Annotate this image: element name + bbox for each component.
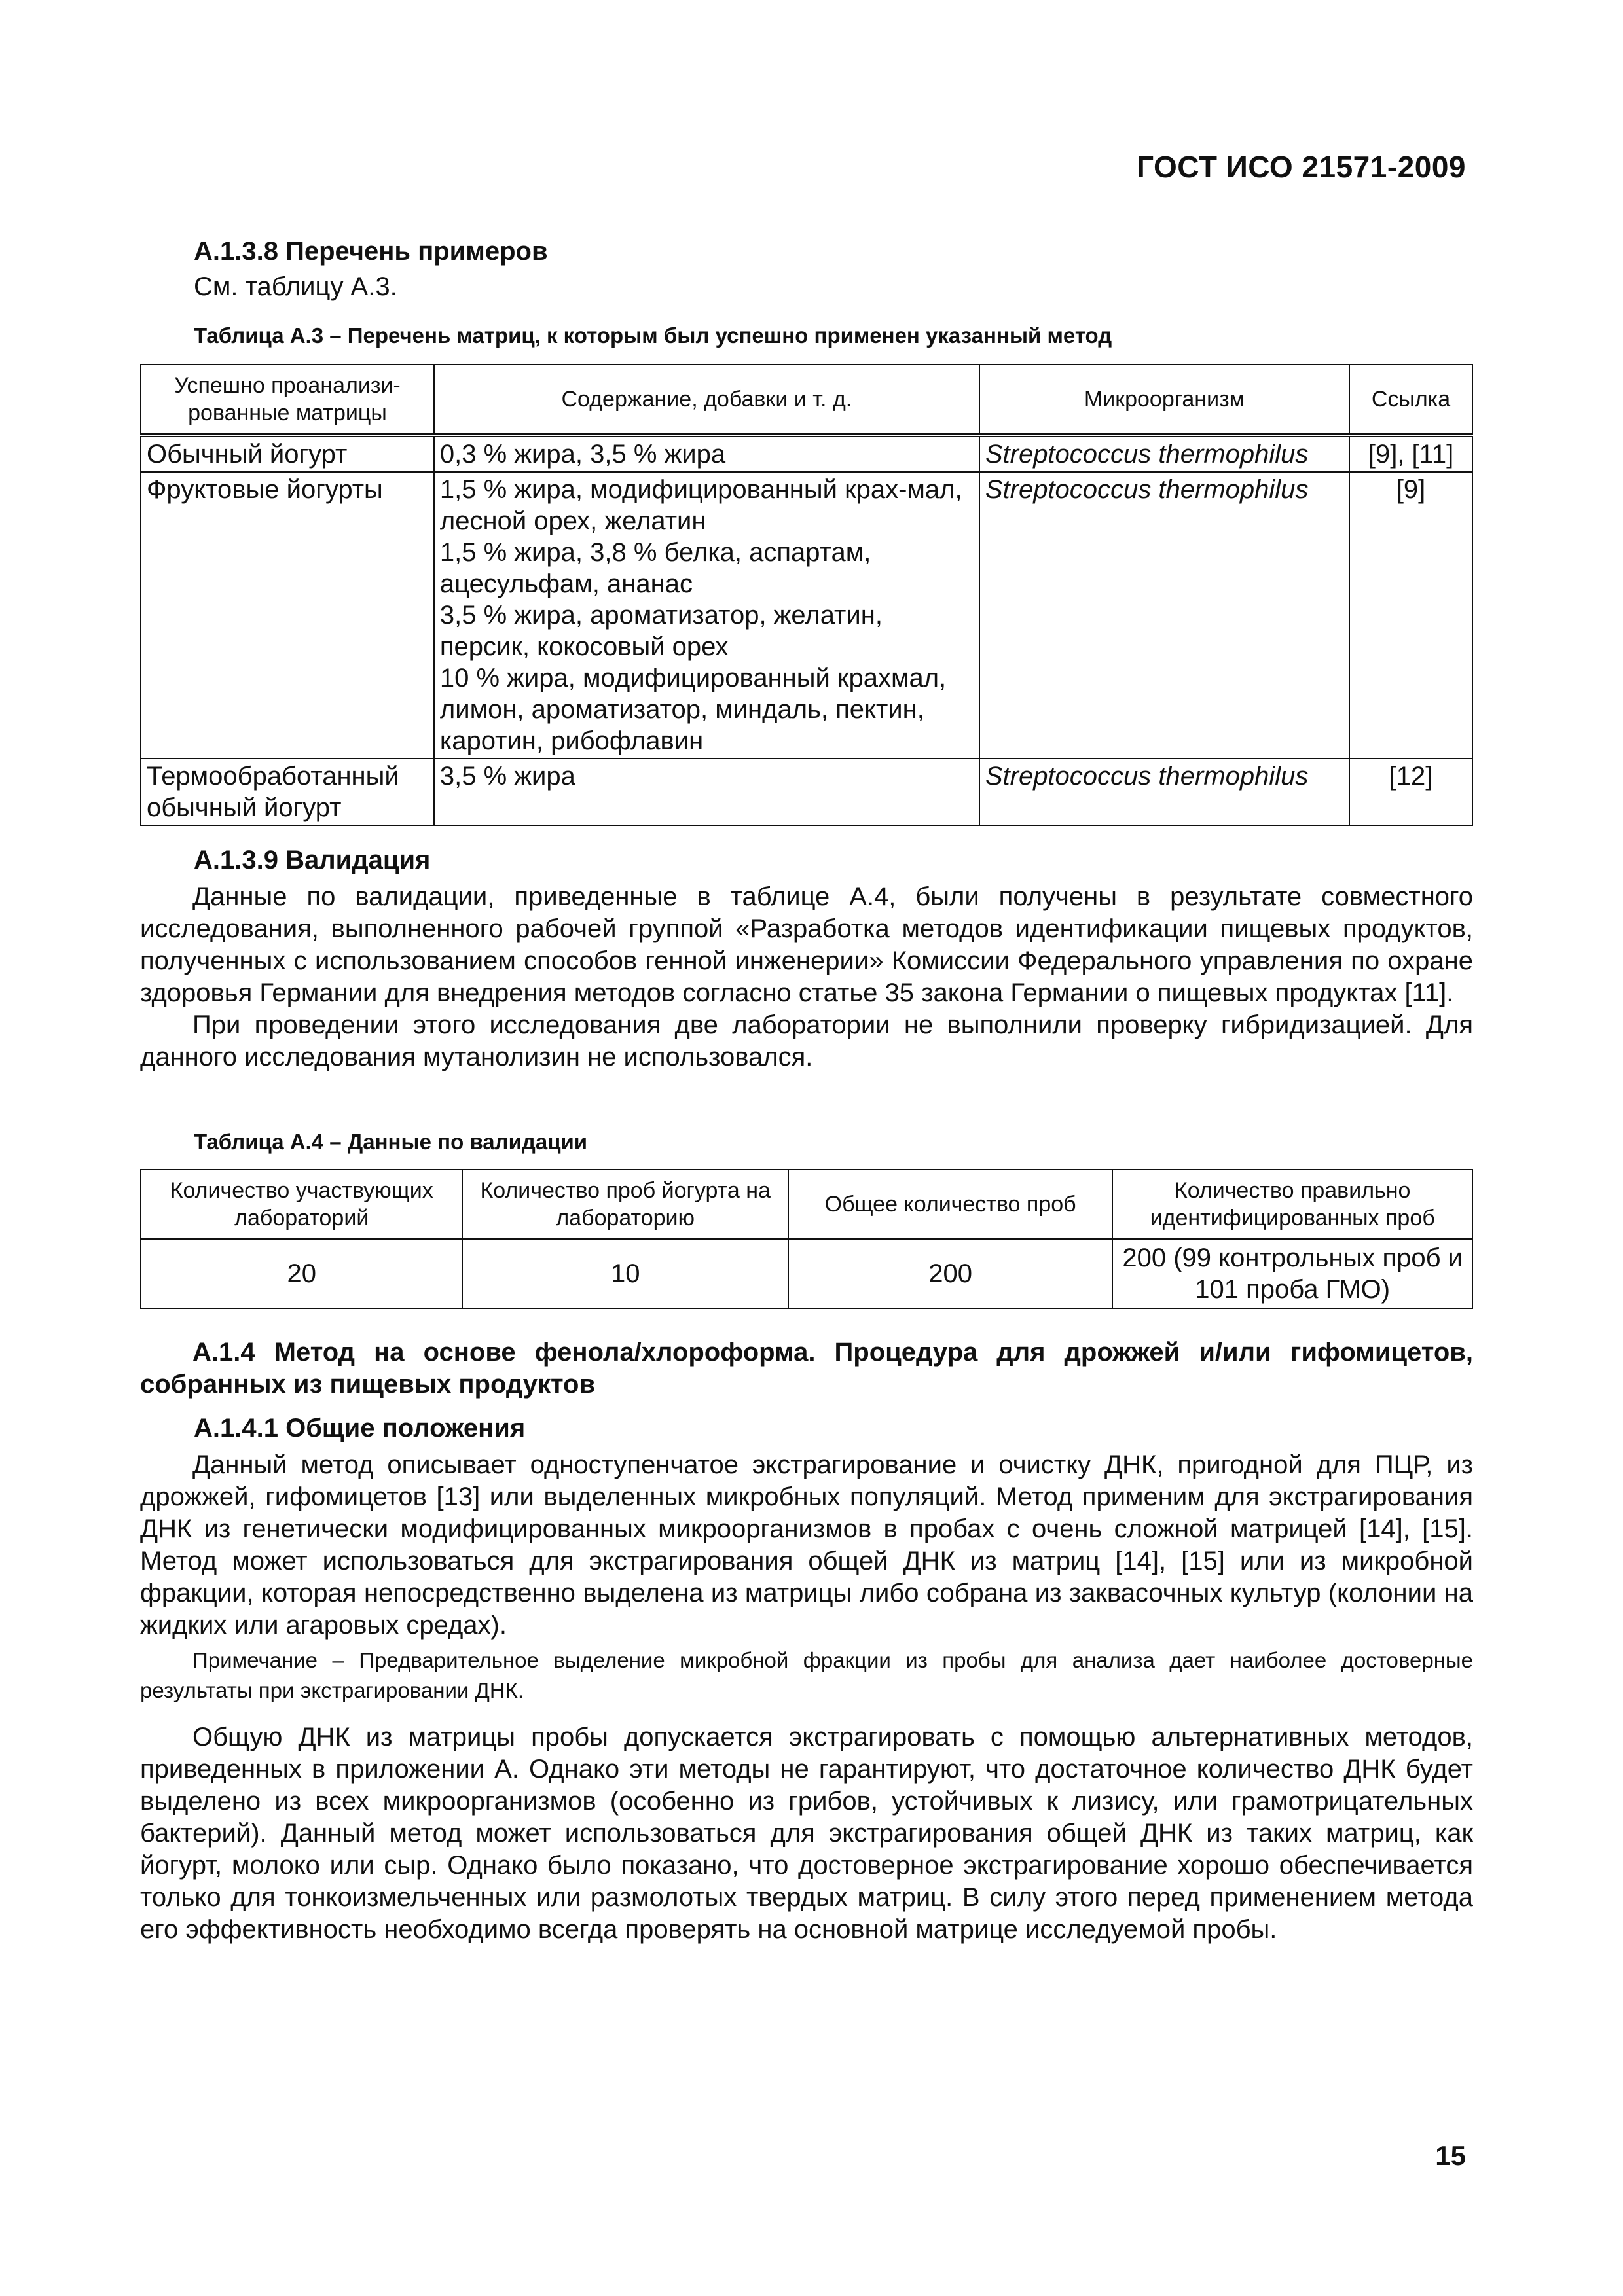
reference-cell: [9], [11] <box>1349 435 1472 472</box>
matrix-cell: Термообработанный обычный йогурт <box>141 759 434 825</box>
see-table-text: См. таблицу А.3. <box>194 272 397 301</box>
paragraph: Данный метод описывает одноступенчатое экстрагирование и очистку ДНК, пригодной для ПЦР, из дрожжей, гифомицетов [13] или выделенных микробных популяций. Метод применим для экстрагирования ДНК из генетически модифицированных микроорганизмов в пробах с очень сложной матрицей [14], [15]. Метод может использоваться для экстрагирования общей ДНК из матриц [14], [15] или из микробной фракции, которая непосредственно выделена из матрицы либо собрана из заквасочных культур (колонии на жидких или агаровых средах). <box>140 1450 1473 1640</box>
column-header: Ссылка <box>1349 365 1472 435</box>
content-line: 1,5 % жира, модифицированный крах-мал, лесной орех, желатин <box>439 475 962 535</box>
table-row <box>141 472 1472 759</box>
section-heading-a139: А.1.3.9 Валидация <box>194 846 431 874</box>
column-header: Общее количество проб <box>788 1170 1112 1239</box>
reference-cell: [9] <box>1349 472 1472 759</box>
column-header: Содержание, добавки и т. д. <box>434 365 979 435</box>
table-cell: 200 <box>788 1239 1112 1308</box>
note-text: Примечание – Предварительное выделение микробной фракции из пробы для анализа дает наиболее достоверные результаты при экстрагировании ДНК. <box>140 1648 1473 1702</box>
table-a4-caption: Таблица А.4 – Данные по валидации <box>194 1130 588 1154</box>
content-cell: 0,3 % жира, 3,5 % жира <box>434 435 979 472</box>
content-line: 1,5 % жира, 3,8 % белка, аспартам, ацесульфам, ананас <box>439 538 871 598</box>
table-row <box>141 435 1472 472</box>
document-id: ГОСТ ИСО 21571-2009 <box>1137 150 1466 184</box>
note-block <box>140 1645 1473 1706</box>
table-cell: 10 <box>462 1239 788 1308</box>
alternative-methods-text <box>140 1721 1473 1946</box>
page-number: 15 <box>1435 2140 1466 2171</box>
heading-text: А.1.4 Метод на основе фенола/хлороформа. Процедура для дрожжей и/или гифомицетов, собранных из пищевых продуктов <box>140 1338 1473 1399</box>
table-header-row <box>141 1170 1472 1239</box>
content-cell: 3,5 % жира <box>434 759 979 825</box>
content-line: 10 % жира, модифицированный крахмал, лимон, ароматизатор, миндаль, пектин, каротин, рибофлавин <box>439 664 947 755</box>
content-cell <box>434 472 979 759</box>
paragraph: Общую ДНК из матрицы пробы допускается экстрагировать с помощью альтернативных методов, приведенных в приложении А. Однако эти методы не гарантируют, что достаточное количество ДНК будет выделено из всех микроорганизмов (особенно из грибов, устойчивых к лизису, или грамотрицательных бактерий). Данный метод может использоваться для экстрагирования общей ДНК из таких матриц, как йогурт, молоко или сыр. Однако было показано, что достоверное экстрагирование хорошо обеспечивается только для тонкоизмельченных или размолотых твердых матриц. В силу этого перед применением метода его эффективность необходимо всегда проверять на основной матрице исследуемой пробы. <box>140 1723 1473 1944</box>
reference-cell: [12] <box>1349 759 1472 825</box>
content-line: 3,5 % жира, ароматизатор, желатин, персик, кокосовый орех <box>439 601 883 661</box>
matrix-cell: Фруктовые йогурты <box>141 472 434 759</box>
table-cell: 200 (99 контрольных проб и 101 проба ГМО) <box>1112 1239 1472 1308</box>
table-a3 <box>140 364 1473 826</box>
paragraph: При проведении этого исследования две лаборатории не выполнили проверку гибридизацией. Для данного исследования мутанолизин не использовался. <box>140 1011 1473 1071</box>
organism-cell: Streptococcus thermophilus <box>979 759 1349 825</box>
section-heading-a138: А.1.3.8 Перечень примеров <box>194 237 548 266</box>
column-header: Количество проб йогурта на лабораторию <box>462 1170 788 1239</box>
general-provisions-text <box>140 1449 1473 1641</box>
paragraph: Данные по валидации, приведенные в таблице А.4, были получены в результате совместного исследования, выполненного рабочей группой «Разработка методов идентификации пищевых продуктов, полученных с использованием способов генной инженерии» Комиссии Федерального управления по охране здоровья Германии для внедрения методов согласно статье 35 закона Германии о пищевых продуктах [11]. <box>140 882 1473 1007</box>
column-header: Количество участвующих лабораторий <box>141 1170 462 1239</box>
table-header-row <box>141 365 1472 435</box>
column-header: Микроорганизм <box>979 365 1349 435</box>
table-a3-caption: Таблица А.3 – Перечень матриц, к которым был успешно применен указанный метод <box>194 323 1112 348</box>
section-heading-a14 <box>140 1336 1473 1401</box>
organism-cell: Streptococcus thermophilus <box>979 435 1349 472</box>
table-row <box>141 1239 1472 1308</box>
validation-text <box>140 881 1473 1073</box>
table-cell: 20 <box>141 1239 462 1308</box>
section-heading-a141: А.1.4.1 Общие положения <box>194 1414 526 1443</box>
column-header: Количество правильно идентифицированных проб <box>1112 1170 1472 1239</box>
column-header: Успешно проанализи-рованные матрицы <box>141 365 434 435</box>
table-row <box>141 759 1472 825</box>
organism-cell: Streptococcus thermophilus <box>979 472 1349 759</box>
table-a4 <box>140 1169 1473 1309</box>
matrix-cell: Обычный йогурт <box>141 435 434 472</box>
